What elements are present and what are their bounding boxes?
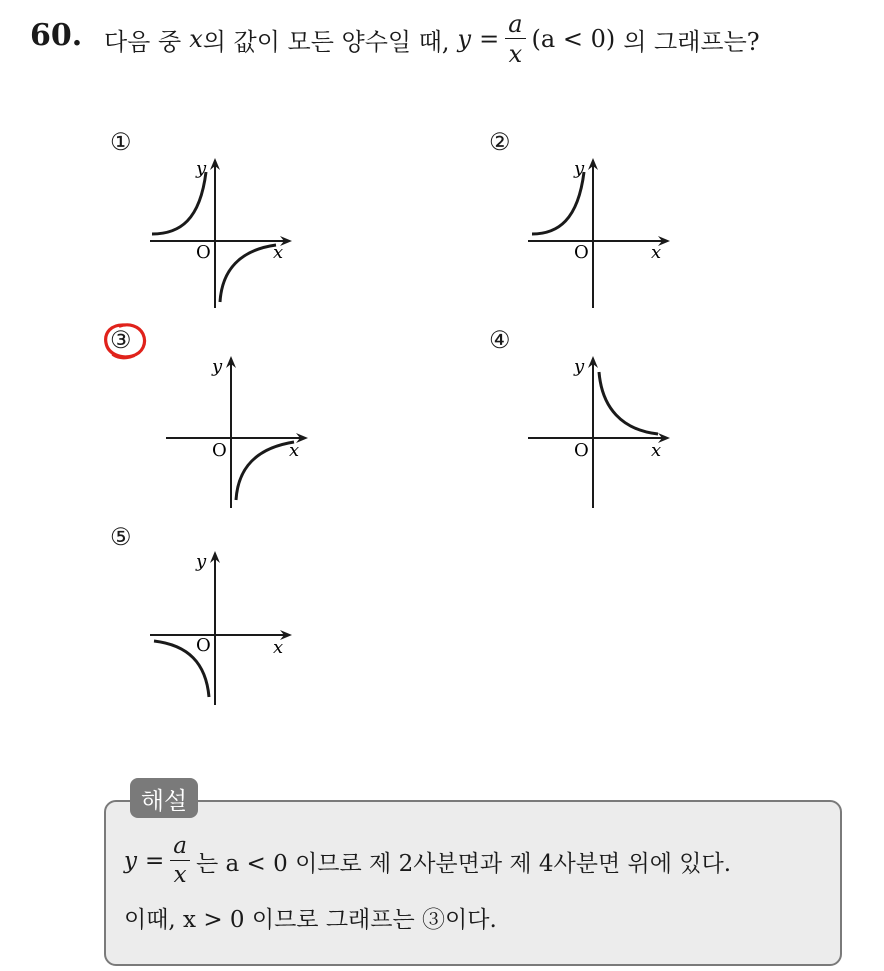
- y-axis-label: y: [196, 158, 207, 179]
- origin-label: O: [196, 242, 211, 263]
- explanation-frac-num: a: [170, 835, 190, 861]
- curve-quadrant-4: [220, 245, 276, 302]
- question-prefix: 다음 중: [104, 27, 182, 56]
- question-middle: 의 값이 모든 양수일 때,: [202, 27, 450, 56]
- explanation-tag: 해설: [130, 778, 198, 818]
- question-number: 60.: [30, 18, 83, 53]
- y-axis-label: y: [196, 551, 207, 572]
- explanation-line-1: [124, 832, 731, 890]
- explanation-equals: =: [145, 848, 165, 874]
- question-text: [104, 10, 760, 68]
- question-suffix: 의 그래프는?: [623, 27, 760, 56]
- question-frac-num: a: [505, 12, 525, 39]
- y-axis-label: y: [212, 356, 223, 377]
- question-var-x: x: [189, 25, 203, 53]
- explanation-line-1-text: 는 a < 0 이므로 제 2사분면과 제 4사분면 위에 있다.: [196, 850, 732, 877]
- x-axis-label: x: [273, 637, 284, 658]
- question-condition: (a < 0): [531, 25, 616, 53]
- graph-choice-1: [140, 150, 310, 315]
- origin-label: O: [574, 440, 589, 461]
- question-frac-den: x: [508, 40, 523, 68]
- circle-stroke: [106, 325, 145, 357]
- question-var-y: y: [457, 25, 472, 53]
- explanation-fraction: [170, 835, 190, 887]
- choice-3-label[interactable]: ③: [110, 326, 132, 354]
- graph-choice-4: [518, 348, 688, 513]
- choice-1-label[interactable]: ①: [110, 128, 132, 156]
- curve-quadrant-1: [599, 372, 658, 434]
- x-axis-label: x: [273, 242, 284, 263]
- curve-quadrant-4: [236, 442, 294, 500]
- curve-quadrant-2: [532, 172, 584, 234]
- y-axis-label: y: [574, 158, 585, 179]
- curve-quadrant-2: [152, 172, 206, 234]
- graph-choice-2: [518, 150, 688, 315]
- x-axis-label: x: [289, 440, 300, 461]
- choice-4-label[interactable]: ④: [489, 326, 511, 354]
- question-equals: =: [479, 25, 500, 53]
- graph-choice-3: [156, 348, 326, 513]
- explanation-var-y: y: [124, 848, 137, 874]
- origin-label: O: [196, 635, 211, 656]
- choice-5-label[interactable]: ⑤: [110, 523, 132, 551]
- question-fraction: [505, 12, 525, 66]
- y-axis-label: y: [574, 356, 585, 377]
- graph-choice-5: [140, 545, 310, 710]
- explanation-line-2: 이때, x > 0 이므로 그래프는 ③이다.: [124, 906, 497, 933]
- answer-circle-mark: [101, 321, 149, 361]
- origin-label: O: [574, 242, 589, 263]
- origin-label: O: [212, 440, 227, 461]
- explanation-frac-den: x: [173, 862, 187, 888]
- x-axis-label: x: [651, 242, 662, 263]
- x-axis-label: x: [651, 440, 662, 461]
- choice-2-label[interactable]: ②: [489, 128, 511, 156]
